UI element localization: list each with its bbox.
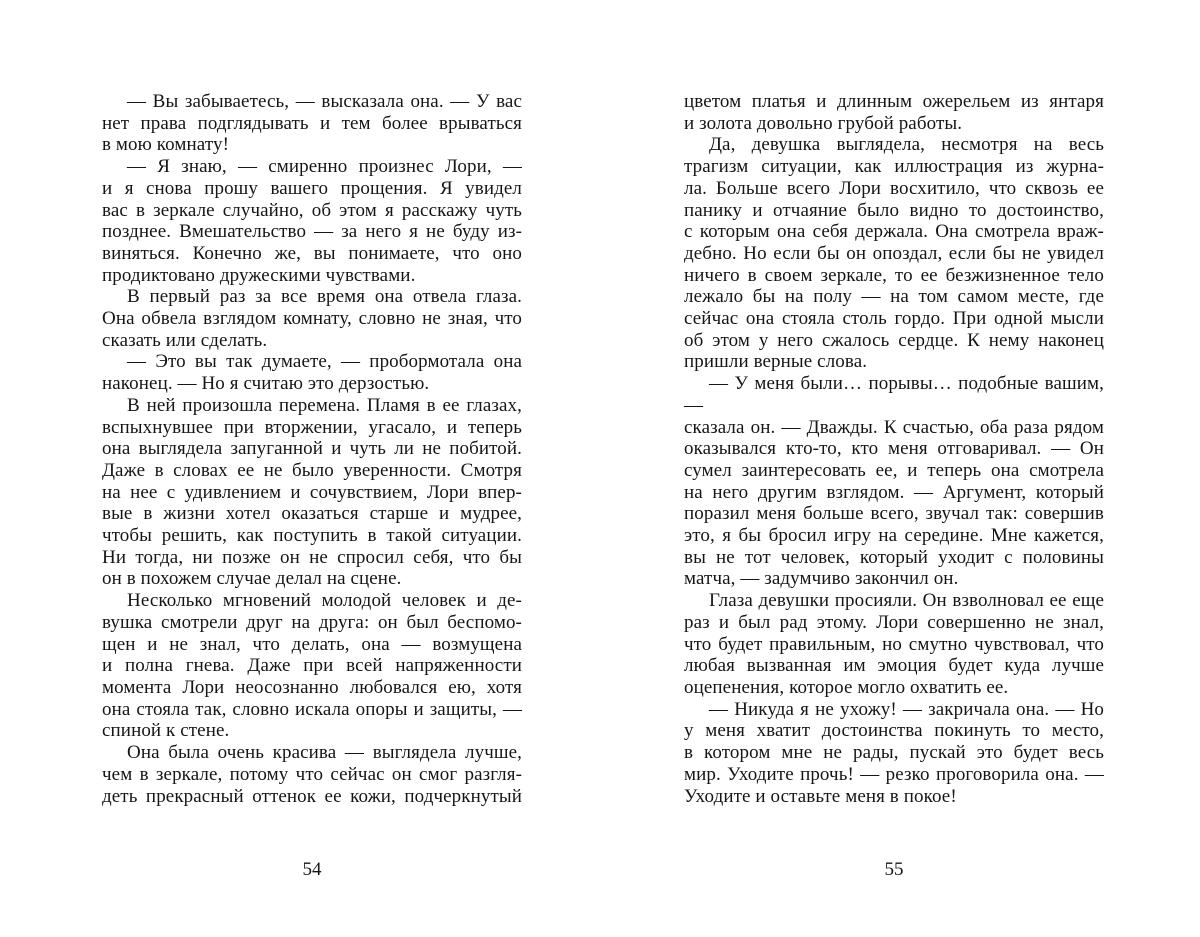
- text-line: у меня хватит достоинства покинуть то место,: [684, 720, 1104, 742]
- text-line: — Это вы так думаете, — пробормотала она: [127, 351, 522, 373]
- text-line: Она была очень красива — выглядела лучше,: [127, 742, 522, 764]
- text-line: трагизм ситуации, как иллюстрация из журна-: [684, 156, 1104, 178]
- text-line: она выглядела запуганной и чуть ли не побитой.: [102, 438, 522, 460]
- text-line: щен и не знал, что делать, она — возмущена: [102, 633, 522, 655]
- text-line: Даже в словах ее не было уверенности. Смотря: [102, 459, 522, 481]
- paragraph: [684, 590, 1104, 699]
- book-page-left: [102, 91, 522, 807]
- text-line: — У меня были… порывы… подобные вашим, —: [684, 373, 1104, 416]
- paragraph: [102, 91, 522, 156]
- text-line: В ней произошла перемена. Пламя в ее глазах,: [127, 394, 522, 416]
- paragraph: [102, 286, 522, 351]
- text-line: она стояла так, словно искала опоры и защиты, —: [102, 698, 522, 720]
- text-line: и я снова прошу вашего прощения. Я увидел: [102, 177, 522, 199]
- text-line: В первый раз за все время она отвела глаза.: [127, 286, 522, 308]
- paragraph: [102, 156, 522, 286]
- text-line: продиктовано дружескими чувствами.: [102, 264, 416, 286]
- text-line: на нее с удивлением и сочувствием, Лори впер-: [102, 481, 522, 503]
- text-line: матча, — задумчиво закончил он.: [684, 568, 959, 590]
- text-line: оказывался кто-то, кто меня отговаривал. — Он: [684, 438, 1104, 460]
- paragraph: [684, 373, 1104, 590]
- text-line: пришли верные слова.: [684, 351, 868, 373]
- text-line: — Никуда я не ухожу! — закричала она. — Но: [709, 698, 1104, 720]
- text-line: вспыхнувшее при вторжении, угасало, и теперь: [102, 416, 522, 438]
- book-page-right: [684, 91, 1104, 807]
- text-line: — Я знаю, — смиренно произнес Лори, —: [127, 156, 522, 178]
- text-line: сказать или сделать.: [102, 329, 268, 351]
- paragraph: [102, 395, 522, 590]
- text-line: панику и отчаяние было видно то достоинство,: [684, 199, 1104, 221]
- text-line: ла. Больше всего Лори восхитило, что сквозь ее: [684, 177, 1104, 199]
- text-line: лежало бы на полу — на том самом месте, где: [684, 286, 1104, 308]
- text-line: деть прекрасный оттенок ее кожи, подчеркнутый: [102, 785, 522, 807]
- text-line: это, я бы бросил игру на середине. Мне кажется,: [684, 525, 1104, 547]
- paragraph: [102, 590, 522, 742]
- text-line: он в похожем случае делал на сцене.: [102, 568, 402, 590]
- text-line: вушка смотрели друг на друга: он был беспомо-: [102, 611, 522, 633]
- text-line: оцепенения, которое могло охватить ее.: [684, 676, 1009, 698]
- text-line: виняться. Конечно же, вы понимаете, что оно: [102, 242, 522, 264]
- text-line: сумел заинтересовать ее, и теперь она смотрела: [684, 459, 1104, 481]
- text-line: что будет правильным, но смутно чувствовал, что: [684, 633, 1104, 655]
- text-line: Да, девушка выглядела, несмотря на весь: [709, 134, 1104, 156]
- paragraph: [684, 699, 1104, 808]
- text-line: наконец. — Но я считаю это дерзостью.: [102, 373, 430, 395]
- text-line: Уходите и оставьте меня в покое!: [684, 785, 957, 807]
- text-line: в мою комнату!: [102, 134, 230, 156]
- paragraph: [684, 134, 1104, 373]
- page-number-left: 54: [302, 859, 322, 880]
- text-line: в котором мне не рады, пускай это будет весь: [684, 742, 1104, 764]
- text-line: на него другим взглядом. — Аргумент, который: [684, 481, 1104, 503]
- text-line: чтобы решить, как поступить в такой ситуации.: [102, 525, 522, 547]
- text-line: позднее. Вмешательство — за него я не буду из-: [102, 221, 522, 243]
- page-number-right: 55: [884, 859, 904, 880]
- text-line: Она обвела взглядом комнату, словно не зная, что: [102, 308, 522, 330]
- paragraph: [102, 351, 522, 394]
- text-line: — Вы забываетесь, — высказала она. — У вас: [127, 91, 522, 112]
- text-line: вые в жизни хотел оказаться старше и мудрее,: [102, 503, 522, 525]
- text-line: сказала он. — Дважды. К счастью, оба раза рядом: [684, 416, 1104, 438]
- text-line: и золота довольно грубой работы.: [684, 112, 963, 134]
- text-line: поразил меня больше всего, звучал так: совершив: [684, 503, 1104, 525]
- text-line: момента Лори неосознанно любовался ею, хотя: [102, 676, 522, 698]
- text-line: Глаза девушки просияли. Он взволновал ее еще: [709, 590, 1104, 612]
- text-line: сейчас она стояла столь гордо. При одной мысли: [684, 308, 1104, 330]
- text-line: Ни тогда, ни позже он не спросил себя, что бы: [102, 546, 522, 568]
- text-line: дебно. Но если бы он опоздал, если бы не увидел: [684, 242, 1104, 264]
- text-line: ничего в своем зеркале, то ее безжизненное тело: [684, 264, 1104, 286]
- text-line: вы не тот человек, который уходит с половины: [684, 546, 1104, 568]
- text-line: Несколько мгновений молодой человек и де-: [127, 590, 522, 612]
- text-line: мир. Уходите прочь! — резко проговорила она. —: [684, 763, 1104, 785]
- paragraph: [684, 91, 1104, 134]
- text-line: цветом платья и длинным ожерельем из янтаря: [684, 91, 1104, 112]
- text-line: спиной к стене.: [102, 720, 230, 742]
- text-line: раз и был рад этому. Лори совершенно не знал,: [684, 611, 1104, 633]
- text-line: с которым она себя держала. Она смотрела враж-: [684, 221, 1104, 243]
- text-line: и полна гнева. Даже при всей напряженности: [102, 655, 522, 677]
- text-line: вас в зеркале случайно, об этом я расскажу чуть: [102, 199, 522, 221]
- text-line: об этом у него сжалось сердце. К нему наконец: [684, 329, 1104, 351]
- text-line: чем в зеркале, потому что сейчас он смог разгля-: [102, 763, 522, 785]
- paragraph: [102, 742, 522, 807]
- text-line: любая вызванная им эмоция будет куда лучше: [684, 655, 1104, 677]
- text-line: нет права подглядывать и тем более врываться: [102, 112, 522, 134]
